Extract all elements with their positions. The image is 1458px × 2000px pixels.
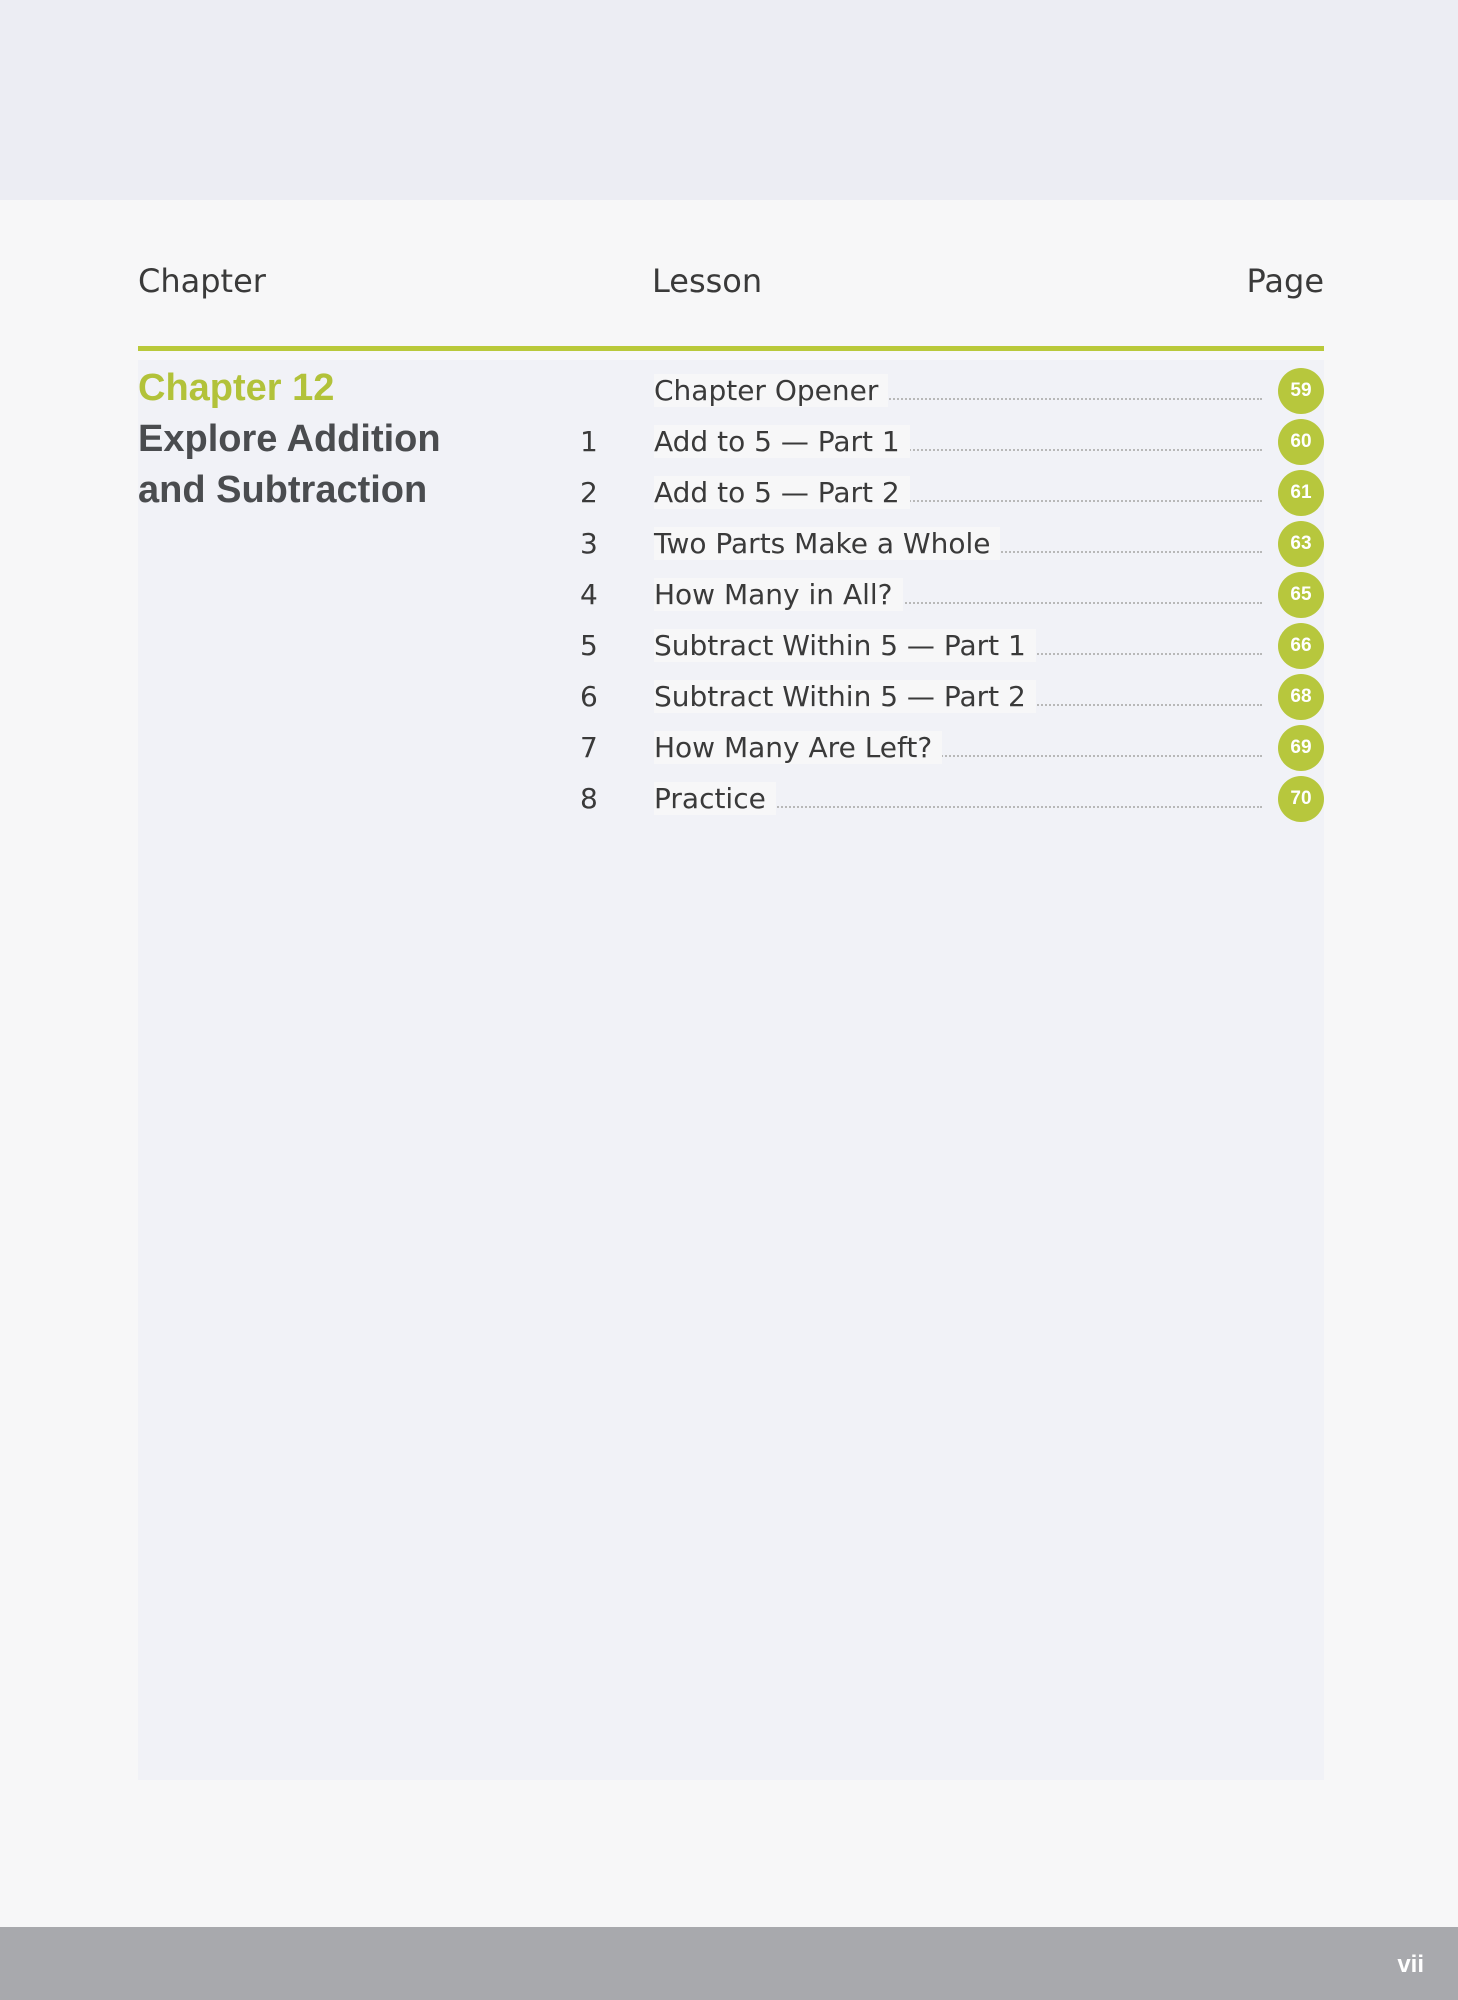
lesson-name: Add to 5 — Part 1 (654, 425, 910, 458)
page-badge: 61 (1278, 470, 1324, 516)
lesson-number: 6 (580, 680, 598, 713)
page-badge: 66 (1278, 623, 1324, 669)
lesson-row[interactable] (580, 518, 1324, 569)
chapter-title-line-1: Explore Addition (138, 418, 441, 460)
page-number: vii (1397, 1951, 1424, 1978)
toc-header (138, 262, 1324, 312)
lesson-name: How Many Are Left? (654, 731, 942, 764)
lesson-row[interactable] (580, 416, 1324, 467)
lesson-row[interactable] (580, 365, 1324, 416)
lesson-row[interactable] (580, 671, 1324, 722)
page-badge: 69 (1278, 725, 1324, 771)
footer-bar (0, 1927, 1458, 2000)
lesson-row[interactable] (580, 569, 1324, 620)
lesson-number: 7 (580, 731, 598, 764)
header-lesson-label: Lesson (652, 262, 763, 300)
lesson-name: Subtract Within 5 — Part 2 (654, 680, 1036, 713)
lesson-name: Add to 5 — Part 2 (654, 476, 910, 509)
lesson-name: Two Parts Make a Whole (654, 527, 1000, 560)
show-through-watermark (138, 58, 168, 177)
lesson-name: How Many in All? (654, 578, 903, 611)
header-page-label: Page (1246, 262, 1324, 300)
chapter-title-line-2: and Subtraction (138, 469, 428, 511)
lesson-row[interactable] (580, 467, 1324, 518)
lesson-name: Practice (654, 782, 776, 815)
lesson-row[interactable] (580, 722, 1324, 773)
lesson-name: Chapter Opener (654, 374, 888, 407)
page-badge: 65 (1278, 572, 1324, 618)
header-divider (138, 346, 1324, 351)
page-badge: 59 (1278, 368, 1324, 414)
lesson-name: Subtract Within 5 — Part 1 (654, 629, 1036, 662)
page-badge: 70 (1278, 776, 1324, 822)
page-badge: 60 (1278, 419, 1324, 465)
lesson-number: 8 (580, 782, 598, 815)
lesson-number: 3 (580, 527, 598, 560)
faded-top-band (0, 0, 1458, 200)
page-badge: 63 (1278, 521, 1324, 567)
lesson-number: 2 (580, 476, 598, 509)
page-badge: 68 (1278, 674, 1324, 720)
lesson-number: 1 (580, 425, 598, 458)
lesson-row[interactable] (580, 773, 1324, 824)
chapter-number: Chapter 12 (138, 367, 335, 409)
lesson-number: 5 (580, 629, 598, 662)
lesson-list (580, 365, 1324, 824)
chapter-heading (138, 362, 578, 516)
header-chapter-label: Chapter (138, 262, 266, 300)
lesson-number: 4 (580, 578, 598, 611)
lesson-row[interactable] (580, 620, 1324, 671)
